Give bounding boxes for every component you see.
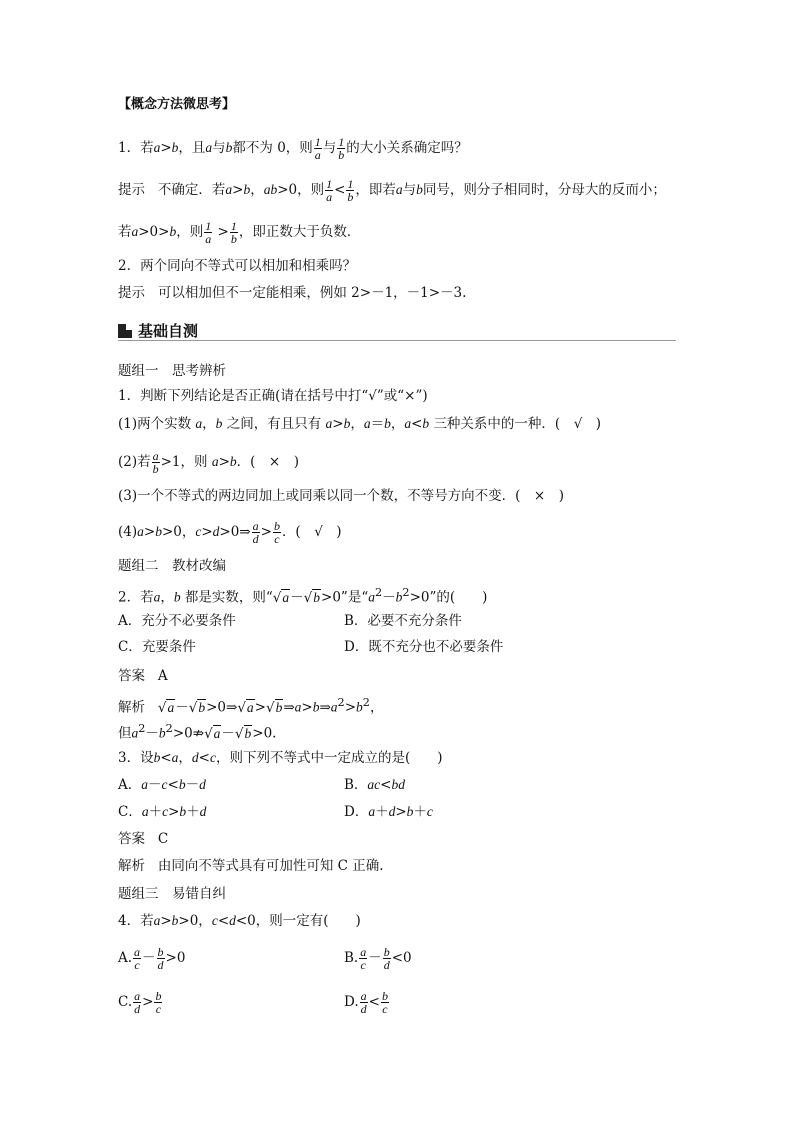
problem-2-stem: 2．若a，b 都是实数，则“√a－√b>0”是“$a^2-b^2>0$”的( ) [118,586,488,606]
group-3-title: 题组三 易错自纠 [118,886,226,902]
problem-4-option-a: A. $\frac{a}{c}$ － $\frac{b}{d}$ >0 [118,945,186,972]
problem-1-item-3: (3)一个不等式的两边同加上或同乘以同一个数，不等号方向不变．( × ) [118,488,564,504]
problem-2-analysis-2: 但$a^2-b^2>0⇏√a-√b>0$. [118,722,277,742]
problem-3-option-a: A．a－c<b－d [118,777,206,793]
hint-1: 提示 不确定．若a>b，ab>0，则 $\frac{1}{a}$ < $\frac{1}{b}$ ，即若a与b同号，则分子相同时，分母大的反而小； [118,177,666,204]
problem-3-option-c: C．a＋c>b＋d [118,804,207,820]
question-2: 2．两个同向不等式可以相加和相乘吗？ [118,258,357,274]
concept-section-title: 【概念方法微思考】 [118,97,236,112]
problem-1-stem: 1．判断下列结论是否正确(请在括号中打“√”或“×”) [118,388,428,404]
problem-2-answer: 答案 A [118,668,168,684]
problem-2-option-b: B．必要不充分条件 [344,613,462,629]
section-divider [118,340,676,341]
question-1: 1．若a>b，且a与b都不为 0，则 $\frac{1}{a}$ 与 $\frac{1}{b}$ 的大小关系确定吗？ [118,135,468,162]
problem-1-item-4: (4)a>b>0，c>d>0⇒ $\frac{a}{d}$ > $\frac{b}{c}$ ．( √ ) [118,519,342,546]
section-title: 基础自测 [138,322,199,340]
problem-1-item-2: (2)若 $\frac{a}{b}$ >1，则 a>b．( × ) [118,449,299,476]
problem-1-item-1: (1)两个实数 a，b 之间，有且只有 a>b，a＝b，a<b 三种关系中的一种．( √ ) [118,416,602,432]
problem-3-option-d: D．a＋d>b＋c [344,804,433,820]
problem-4-option-c: C. $\frac{a}{d}$ > $\frac{b}{c}$ [118,989,162,1016]
problem-4-option-d: D. $\frac{a}{d}$ < $\frac{b}{c}$ [344,989,388,1016]
section-header [118,320,198,341]
hint-1-continued: 若a>0>b，则 $\frac{1}{a}$ > $\frac{1}{b}$ ，即正数大于负数． [118,219,361,246]
problem-4-option-b: B. $\frac{a}{c}$ － $\frac{b}{d}$ <0 [344,945,412,972]
group-2-title: 题组二 教材改编 [118,558,226,574]
section-square-icon [118,324,132,338]
hint-2: 提示 可以相加但不一定能相乘，例如 2>－1，－1>－3. [118,285,467,301]
problem-2-analysis: 解析 $√a-√b>0\Rightarrow√a>√b\Rightarrow a>b\Rightarrow a^2>b^2$， [118,696,384,716]
problem-3-stem: 3．设b<a，d<c，则下列不等式中一定成立的是( ) [118,750,443,766]
problem-2-option-d: D．既不充分也不必要条件 [344,639,504,655]
problem-3-analysis: 解析 由同向不等式具有可加性可知 C 正确. [118,858,384,874]
group-1-title: 题组一 思考辨析 [118,363,226,379]
problem-2-option-c: C．充要条件 [118,639,196,655]
problem-2-option-a: A．充分不必要条件 [118,613,236,629]
problem-4-stem: 4．若a>b>0，c<d<0，则一定有( ) [118,913,361,929]
problem-3-answer: 答案 C [118,831,169,847]
problem-3-option-b: B．ac<bd [344,777,405,793]
